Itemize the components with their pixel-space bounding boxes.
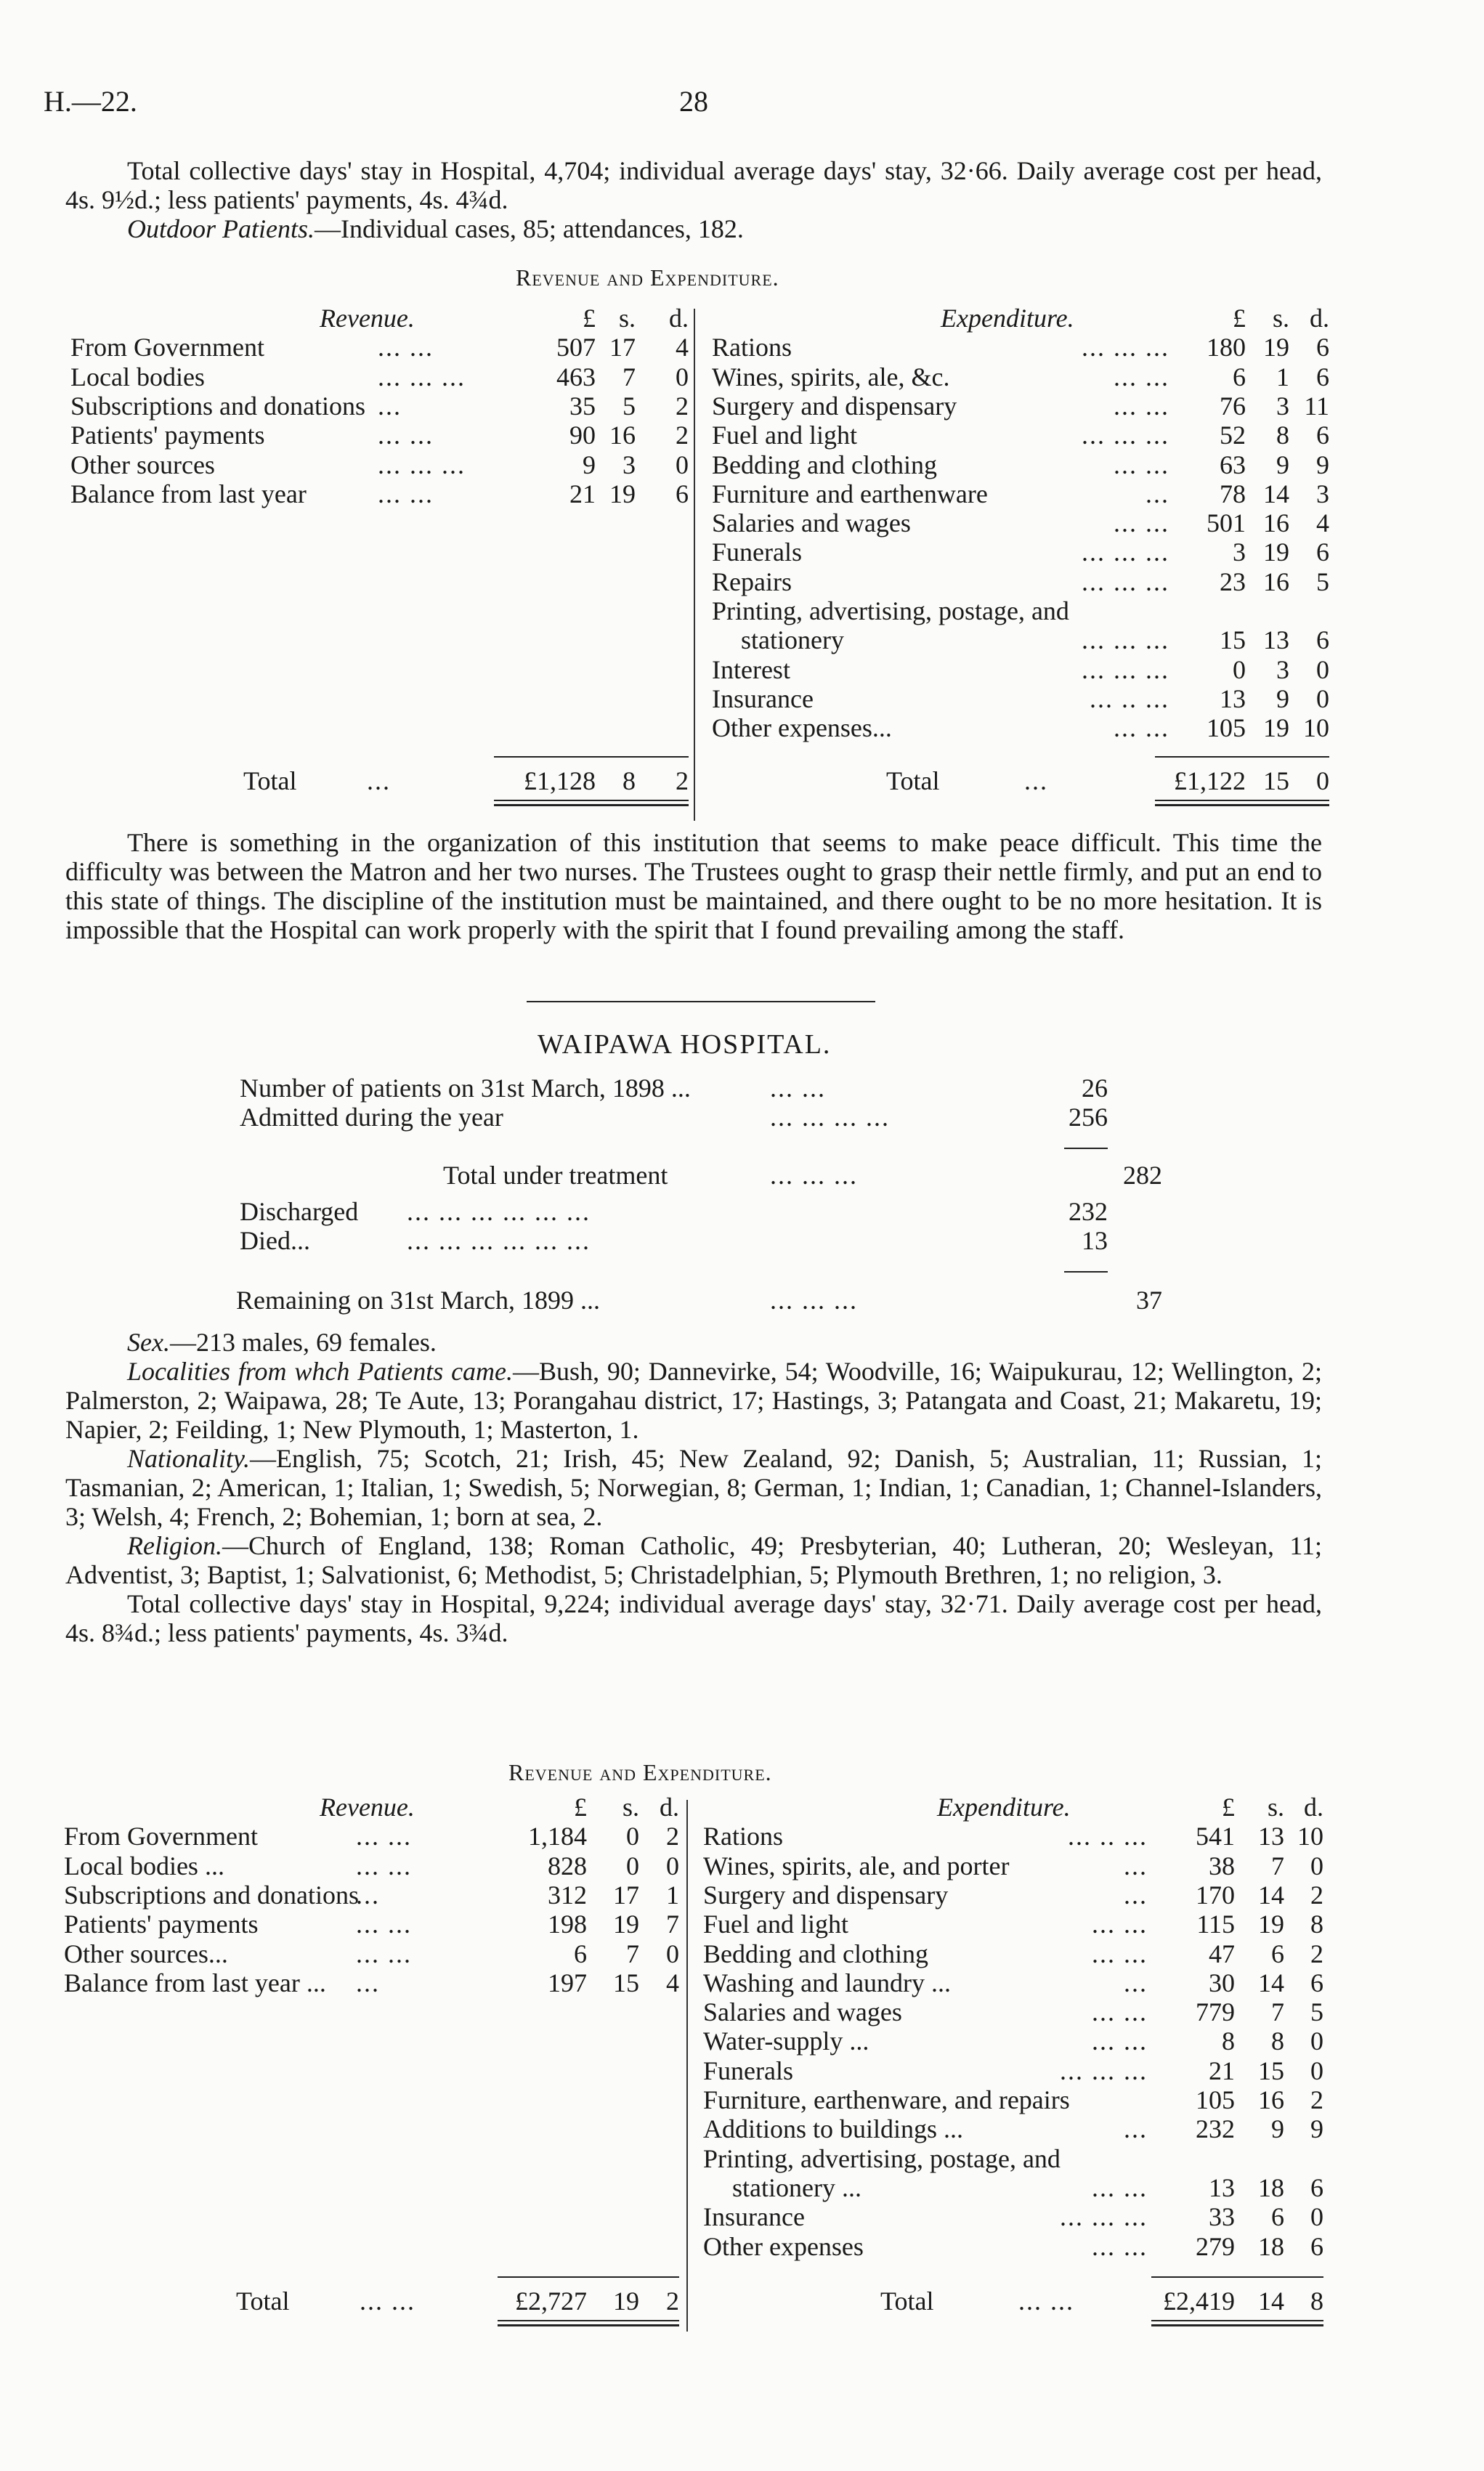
revenue-col-col_s: s. — [622, 1793, 639, 1822]
expenditure-row-dots: ... ... ... — [1082, 421, 1169, 450]
commentary-paragraph — [65, 828, 1322, 944]
expenditure-row-pounds: 105 — [1207, 713, 1246, 743]
revenue-row-label: Subscriptions and donations — [64, 1880, 359, 1910]
expenditure-col-col_d: d. — [1310, 304, 1329, 333]
expenditure-row-label: Other expenses — [703, 2231, 864, 2261]
expenditure-row-label: Insurance — [703, 2202, 805, 2232]
revenue-row-dots: ... ... — [356, 1910, 412, 1939]
section-rule — [527, 1001, 875, 1002]
expenditure-row-pence: 6 — [1316, 421, 1329, 450]
expenditure-row-dots: ... ... ... — [1082, 625, 1169, 655]
revenue-row-pounds: 1,184 — [528, 1822, 587, 1851]
revenue-total-pence: 2 — [666, 2287, 679, 2316]
revenue-row-dots: ... ... ... — [378, 362, 466, 391]
expenditure-row-dots: ... ... — [1114, 391, 1169, 421]
revenue-row-shillings: 16 — [609, 421, 636, 450]
revenue-row-pence: 6 — [676, 479, 689, 508]
expenditure-row-pence: 8 — [1310, 1910, 1323, 1939]
stat-dots: ... ... ... ... ... ... — [407, 1226, 591, 1255]
expenditure-row-shillings: 7 — [1271, 1851, 1284, 1880]
expenditure-row-dots: ... ... — [1092, 1910, 1148, 1939]
expenditure-row-pounds: 501 — [1207, 508, 1246, 538]
revenue-col-col_l: £ — [574, 1793, 587, 1822]
expenditure-row-pence: 6 — [1316, 625, 1329, 655]
revenue-row-shillings: 3 — [623, 450, 636, 479]
expenditure-row-pounds: 232 — [1196, 2114, 1235, 2144]
revenue-total-rule — [494, 756, 689, 758]
outdoor-label: Outdoor Patients. — [127, 214, 315, 243]
expenditure-row-pence: 6 — [1316, 333, 1329, 362]
expenditure-row-shillings: 13 — [1263, 625, 1289, 655]
stat-dots: ... ... — [770, 1074, 826, 1103]
expenditure-total-pence: 0 — [1316, 766, 1329, 795]
revenue-total-label: Total — [243, 766, 297, 795]
expenditure-row-dots: ... ... ... — [1082, 567, 1169, 596]
expenditure-row-shillings: 9 — [1271, 2114, 1284, 2144]
expenditure-row-pounds: 15 — [1220, 625, 1246, 655]
expenditure-row-dots: ... ... — [1092, 2026, 1148, 2056]
revenue-row-pounds: 312 — [548, 1880, 587, 1910]
nationality-line — [65, 1444, 1322, 1531]
expenditure-row-pence: 10 — [1297, 1822, 1323, 1851]
revenue-row-label: Local bodies ... — [64, 1851, 224, 1880]
expenditure-col-col_l: £ — [1233, 304, 1246, 333]
revenue-col-col_l: £ — [583, 304, 596, 333]
expenditure-row-dots: ... ... ... — [1082, 654, 1169, 684]
outdoor-patients — [65, 214, 1322, 243]
expenditure-row-dots: ... ... — [1092, 1939, 1148, 1968]
expenditure-total-label: Total — [880, 2287, 934, 2316]
expenditure-row-label: Additions to buildings ... — [703, 2114, 964, 2144]
sex-line — [65, 1328, 1322, 1357]
expenditure-col-col_s: s. — [1272, 304, 1289, 333]
expenditure-row-pounds: 779 — [1196, 1997, 1235, 2027]
revenue-row-dots: ... — [378, 391, 402, 421]
expenditure-row-pence: 2 — [1310, 2085, 1323, 2114]
revenue-row-label: From Government — [64, 1822, 258, 1851]
expenditure-heading: Expenditure. — [941, 304, 1074, 333]
expenditure-row-label: Insurance — [712, 683, 814, 713]
revenue-row-pounds: 828 — [548, 1851, 587, 1880]
expenditure-row-pence: 2 — [1310, 1939, 1323, 1968]
revenue-row-pounds: 507 — [556, 333, 596, 362]
revenue-row-pence: 2 — [676, 391, 689, 421]
revenue-row-shillings: 17 — [613, 1880, 639, 1910]
expenditure-row-pence: 6 — [1310, 2231, 1323, 2261]
stat-label: Admitted during the year — [240, 1103, 503, 1132]
expenditure-row-pence: 6 — [1310, 2172, 1323, 2202]
expenditure-row-pounds: 38 — [1209, 1851, 1235, 1880]
expenditure-row-pence: 3 — [1316, 479, 1329, 508]
expenditure-row-dots: ... ... — [1092, 2172, 1148, 2202]
expenditure-row-dots: ... ... — [1114, 713, 1169, 743]
expenditure-row-pence: 6 — [1316, 362, 1329, 391]
revenue-row-shillings: 15 — [613, 1968, 639, 1997]
revenue-col-col_d: d. — [669, 304, 689, 333]
revenue-row-pence: 2 — [666, 1822, 679, 1851]
revenue-total-underline — [494, 800, 689, 801]
revenue-total-shillings: 8 — [623, 766, 636, 795]
expenditure-row-label: Surgery and dispensary — [712, 391, 957, 421]
revenue-row-dots: ... ... — [378, 421, 434, 450]
revenue-row-label: Local bodies — [70, 362, 205, 391]
revenue-total-dots: ... ... — [360, 2287, 415, 2316]
revenue-row-pounds: 90 — [569, 421, 596, 450]
expenditure-row-label: Funerals — [703, 2056, 793, 2085]
revenue-row-pounds: 9 — [583, 450, 596, 479]
expenditure-row-shillings: 16 — [1263, 567, 1289, 596]
expenditure-row-pence: 0 — [1316, 683, 1329, 713]
revenue-total-pounds: £2,727 — [515, 2287, 587, 2316]
days-stay-line: Total collective days' stay in Hospital, 9,224; individual average days' stay, 32·71. Daily average cost per head, 4s. 8¾d.; less patients' payments, 4s. 3¾d. — [65, 1589, 1322, 1647]
expenditure-row-pence: 5 — [1310, 1997, 1323, 2027]
total-under-treatment-value: 282 — [1123, 1161, 1162, 1190]
religion-line — [65, 1531, 1322, 1589]
expenditure-row-dots: ... .. ... — [1090, 683, 1169, 713]
table2-title: Revenue and Expenditure. — [508, 1759, 772, 1785]
expenditure-row-shillings: 19 — [1258, 1910, 1284, 1939]
revenue-row-dots: ... — [356, 1880, 380, 1910]
expenditure-total-underline-2 — [1155, 804, 1329, 806]
expenditure-row-pounds: 13 — [1220, 683, 1246, 713]
expenditure-row-pence: 0 — [1316, 654, 1329, 684]
revenue-row-pence: 0 — [666, 1939, 679, 1968]
sex-text: —213 males, 69 females. — [169, 1328, 437, 1357]
expenditure-row-pence: 9 — [1310, 2114, 1323, 2144]
expenditure-row-pence: 10 — [1303, 713, 1329, 743]
expenditure-row-label: stationery ... — [732, 2172, 861, 2202]
expenditure-row-pounds: 8 — [1222, 2026, 1235, 2056]
expenditure-row-label: Salaries and wages — [703, 1997, 902, 2027]
revenue-total-dots: ... — [367, 766, 391, 795]
expenditure-row-dots: ... ... — [1092, 2231, 1148, 2261]
expenditure-total-underline — [1151, 2320, 1323, 2321]
stat-value: 232 — [1069, 1197, 1108, 1226]
revenue-row-shillings: 5 — [623, 391, 636, 421]
expenditure-row-shillings: 18 — [1258, 2172, 1284, 2202]
stat-label: Discharged — [240, 1197, 359, 1226]
remaining-label: Remaining on 31st March, 1899 ... — [236, 1286, 600, 1315]
revenue-total-underline — [498, 2320, 679, 2321]
revenue-row-dots: ... — [356, 1968, 380, 1997]
expenditure-row-label: Surgery and dispensary — [703, 1880, 949, 1910]
revenue-row-pence: 7 — [666, 1910, 679, 1939]
expenditure-row-dots: ... — [1124, 1880, 1148, 1910]
expenditure-row-dots: ... ... — [1092, 1997, 1148, 2027]
expenditure-row-shillings: 14 — [1258, 1968, 1284, 1997]
expenditure-row-label: Rations — [703, 1822, 784, 1851]
waipawa-details — [65, 1328, 1322, 1647]
revenue-row-label: Balance from last year — [70, 479, 307, 508]
expenditure-row-label: Rations — [712, 333, 792, 362]
revenue-row-shillings: 19 — [609, 479, 636, 508]
expenditure-row-label: Funerals — [712, 537, 802, 567]
revenue-row-pounds: 198 — [548, 1910, 587, 1939]
expenditure-row-shillings: 3 — [1276, 654, 1289, 684]
revenue-row-shillings: 7 — [623, 362, 636, 391]
stat-label: Died... — [240, 1226, 310, 1255]
expenditure-row-pounds: 6 — [1233, 362, 1246, 391]
expenditure-row-label: Wines, spirits, ale, &c. — [712, 362, 950, 391]
revenue-total-underline-2 — [494, 804, 689, 806]
report-reference: H.—22. — [44, 85, 137, 118]
expenditure-row-label: Bedding and clothing — [712, 450, 937, 479]
expenditure-row-pounds: 47 — [1209, 1939, 1235, 1968]
expenditure-row-pence: 2 — [1310, 1880, 1323, 1910]
stat-dots: ... ... ... ... ... ... — [407, 1197, 591, 1226]
revenue-total-underline-2 — [498, 2324, 679, 2326]
expenditure-row-dots: ... ... ... — [1060, 2202, 1148, 2232]
revenue-row-shillings: 0 — [626, 1851, 639, 1880]
expenditure-row-label: Printing, advertising, postage, and — [703, 2143, 1061, 2173]
revenue-row-pence: 4 — [666, 1968, 679, 1997]
expenditure-row-dots: ... .. ... — [1068, 1822, 1148, 1851]
expenditure-col-col_d: d. — [1304, 1793, 1323, 1822]
commentary-text: There is something in the organization of this institution that seems to make peace difficult. This time the difficulty was between the Matron and her two nurses. The Trustees ought to grasp their nettle firmly, and put an end to this state of things. The discipline of the institution must be maintained, and there ought to be no more hesitation. It is impossible that the Hospital can work properly with the spirit that I found prevailing among the staff. — [65, 828, 1322, 944]
expenditure-row-label: Salaries and wages — [712, 508, 911, 538]
total-under-treatment-label: Total under treatment — [443, 1161, 668, 1190]
remaining-rule — [1064, 1271, 1108, 1273]
expenditure-row-label: stationery — [741, 625, 844, 655]
expenditure-row-shillings: 19 — [1263, 333, 1289, 362]
expenditure-row-shillings: 14 — [1263, 479, 1289, 508]
revenue-col-col_d: d. — [660, 1793, 679, 1822]
stat-value: 256 — [1069, 1103, 1108, 1132]
expenditure-row-label: Furniture and earthenware — [712, 479, 988, 508]
total-under-treatment-dots: ... ... ... — [770, 1161, 858, 1190]
expenditure-total-dots: ... — [1024, 766, 1048, 795]
expenditure-row-shillings: 18 — [1258, 2231, 1284, 2261]
revenue-row-dots: ... ... — [356, 1939, 412, 1968]
expenditure-row-pounds: 21 — [1209, 2056, 1235, 2085]
expenditure-total-pounds: £1,122 — [1174, 766, 1246, 795]
expenditure-row-label: Wines, spirits, ale, and porter — [703, 1851, 1010, 1880]
localities-line — [65, 1357, 1322, 1444]
expenditure-row-dots: ... ... — [1114, 450, 1169, 479]
expenditure-col-col_s: s. — [1267, 1793, 1284, 1822]
expenditure-row-pounds: 541 — [1196, 1822, 1235, 1851]
revenue-row-label: Patients' payments — [64, 1910, 259, 1939]
religion-label: Religion. — [127, 1531, 222, 1560]
expenditure-row-dots: ... — [1124, 1851, 1148, 1880]
nationality-label: Nationality. — [127, 1444, 251, 1473]
expenditure-row-dots: ... — [1124, 1968, 1148, 1997]
stat-dots: ... ... ... ... — [770, 1103, 890, 1132]
expenditure-row-dots: ... — [1146, 479, 1169, 508]
expenditure-row-shillings: 19 — [1263, 713, 1289, 743]
stat-label: Number of patients on 31st March, 1898 ... — [240, 1074, 691, 1103]
revenue-row-shillings: 17 — [609, 333, 636, 362]
table1-title: Revenue and Expenditure. — [516, 264, 779, 291]
revenue-row-dots: ... ... — [378, 479, 434, 508]
revenue-row-pounds: 35 — [569, 391, 596, 421]
revenue-row-dots: ... ... ... — [378, 450, 466, 479]
revenue-total-pounds: £1,128 — [524, 766, 596, 795]
expenditure-row-dots: ... ... — [1114, 508, 1169, 538]
expenditure-row-pounds: 170 — [1196, 1880, 1235, 1910]
revenue-row-pounds: 6 — [574, 1939, 587, 1968]
expenditure-total-shillings: 15 — [1263, 766, 1289, 795]
revenue-row-pence: 0 — [676, 450, 689, 479]
expenditure-row-pence: 0 — [1310, 2202, 1323, 2232]
expenditure-row-pounds: 115 — [1196, 1910, 1235, 1939]
expenditure-row-shillings: 15 — [1258, 2056, 1284, 2085]
revenue-col-col_s: s. — [618, 304, 636, 333]
expenditure-row-pounds: 78 — [1220, 479, 1246, 508]
expenditure-row-pounds: 3 — [1233, 537, 1246, 567]
expenditure-row-shillings: 13 — [1258, 1822, 1284, 1851]
expenditure-total-rule — [1155, 756, 1329, 758]
expenditure-row-shillings: 3 — [1276, 391, 1289, 421]
revenue-row-dots: ... ... — [378, 333, 434, 362]
expenditure-row-dots: ... — [1124, 2114, 1148, 2144]
expenditure-row-shillings: 7 — [1271, 1997, 1284, 2027]
revenue-total-shillings: 19 — [613, 2287, 639, 2316]
expenditure-row-label: Furniture, earthenware, and repairs — [703, 2085, 1070, 2114]
expenditure-row-shillings: 1 — [1276, 362, 1289, 391]
revenue-row-dots: ... ... — [356, 1851, 412, 1880]
expenditure-row-shillings: 6 — [1271, 1939, 1284, 1968]
expenditure-row-dots: ... ... ... — [1082, 333, 1169, 362]
revenue-row-pence: 2 — [676, 421, 689, 450]
expenditure-row-pence: 5 — [1316, 567, 1329, 596]
revenue-row-label: Patients' payments — [70, 421, 265, 450]
expenditure-row-shillings: 9 — [1276, 450, 1289, 479]
outdoor-text: —Individual cases, 85; attendances, 182. — [315, 214, 744, 243]
revenue-total-rule — [498, 2276, 679, 2278]
subtotal-rule — [1064, 1148, 1108, 1149]
religion-text: —Church of England, 138; Roman Catholic, 49; Presbyterian, 40; Lutheran, 20; Wesleyan, 11; Adventist, 3; Baptist, 1; Salvationist, 6; Methodist, 5; Christadelphian, 5; Plymouth Brethren, 1; no religion, 3. — [65, 1531, 1322, 1589]
expenditure-row-pounds: 180 — [1207, 333, 1246, 362]
expenditure-row-label: Bedding and clothing — [703, 1939, 928, 1968]
expenditure-row-pounds: 33 — [1209, 2202, 1235, 2232]
expenditure-total-label: Total — [886, 766, 940, 795]
expenditure-row-shillings: 16 — [1263, 508, 1289, 538]
expenditure-row-shillings: 19 — [1263, 537, 1289, 567]
expenditure-row-pounds: 105 — [1196, 2085, 1235, 2114]
revenue-row-pence: 1 — [666, 1880, 679, 1910]
revenue-heading: Revenue. — [320, 304, 415, 333]
expenditure-row-shillings: 6 — [1271, 2202, 1284, 2232]
expenditure-row-label: Interest — [712, 654, 790, 684]
revenue-total-label: Total — [236, 2287, 290, 2316]
expenditure-row-pence: 9 — [1316, 450, 1329, 479]
sex-label: Sex. — [127, 1328, 170, 1357]
revenue-row-dots: ... ... — [356, 1822, 412, 1851]
expenditure-row-pounds: 0 — [1233, 654, 1246, 684]
page-number: 28 — [679, 85, 708, 118]
revenue-row-pounds: 21 — [569, 479, 596, 508]
revenue-row-pence: 0 — [666, 1851, 679, 1880]
expenditure-row-shillings: 9 — [1276, 683, 1289, 713]
expenditure-col-col_l: £ — [1222, 1793, 1235, 1822]
expenditure-row-pence: 6 — [1310, 1968, 1323, 1997]
expenditure-row-shillings: 16 — [1258, 2085, 1284, 2114]
expenditure-row-pounds: 23 — [1220, 567, 1246, 596]
remaining-dots: ... ... ... — [770, 1286, 858, 1315]
revenue-row-label: Other sources... — [64, 1939, 228, 1968]
expenditure-row-label: Printing, advertising, postage, and — [712, 596, 1069, 625]
expenditure-row-label: Fuel and light — [703, 1910, 848, 1939]
expenditure-row-pounds: 279 — [1196, 2231, 1235, 2261]
expenditure-total-underline-2 — [1151, 2324, 1323, 2326]
revenue-total-pence: 2 — [676, 766, 689, 795]
revenue-row-pounds: 197 — [548, 1968, 587, 1997]
expenditure-total-pounds: £2,419 — [1163, 2287, 1235, 2316]
expenditure-row-pence: 6 — [1316, 537, 1329, 567]
expenditure-row-pounds: 63 — [1220, 450, 1246, 479]
revenue-row-label: Other sources — [70, 450, 215, 479]
revenue-row-label: Subscriptions and donations — [70, 391, 365, 421]
expenditure-row-shillings: 8 — [1271, 2026, 1284, 2056]
revenue-row-label: From Government — [70, 333, 264, 362]
localities-label: Localities from whch Patients came. — [127, 1357, 514, 1386]
intro-days-stay: Total collective days' stay in Hospital, 4,704; individual average days' stay, 32·66. Daily average cost per head, 4s. 9½d.; less patients' payments, 4s. 4¾d. — [65, 156, 1322, 214]
stat-value: 26 — [1082, 1074, 1108, 1103]
localities-text: —Bush, 90; Dannevirke, 54; Woodville, 16; Waipukurau, 12; Wellington, 2; Palmerston, 2; Waipawa, 28; Te Aute, 13; Porangahau district, 17; Hastings, 3; Patangata and Coast, 21; Makaretu, 19; Napier, 2; Feilding, 1; New Plymouth, 1; Masterton, 1. — [65, 1357, 1322, 1444]
expenditure-row-pounds: 52 — [1220, 421, 1246, 450]
expenditure-heading: Expenditure. — [937, 1793, 1071, 1822]
expenditure-row-dots: ... ... — [1114, 362, 1169, 391]
nationality-text: —English, 75; Scotch, 21; Irish, 45; New Zealand, 92; Danish, 5; Australian, 11; Russian, 1; Tasmanian, 2; American, 1; Italian, 1; Swedish, 5; Norwegian, 8; German, 1; Indian, 1; Canadian, 1; Channel-Islanders, 3; Welsh, 4; French, 2; Bohemian, 1; born at sea, 2. — [65, 1444, 1322, 1531]
revenue-row-pounds: 463 — [556, 362, 596, 391]
expenditure-row-label: Washing and laundry ... — [703, 1968, 952, 1997]
revenue-heading: Revenue. — [320, 1793, 415, 1822]
expenditure-row-label: Water-supply ... — [703, 2026, 869, 2056]
expenditure-total-dots: ... ... — [1018, 2287, 1074, 2316]
revenue-row-shillings: 0 — [626, 1822, 639, 1851]
expenditure-row-pounds: 76 — [1220, 391, 1246, 421]
expenditure-row-dots: ... ... ... — [1082, 537, 1169, 567]
expenditure-row-shillings: 8 — [1276, 421, 1289, 450]
revenue-row-pence: 4 — [676, 333, 689, 362]
table2-divider — [686, 1800, 688, 2332]
revenue-row-shillings: 19 — [613, 1910, 639, 1939]
revenue-row-pence: 0 — [676, 362, 689, 391]
expenditure-row-pence: 0 — [1310, 1851, 1323, 1880]
expenditure-row-label: Other expenses... — [712, 713, 892, 743]
expenditure-total-pence: 8 — [1310, 2287, 1323, 2316]
remaining-value: 37 — [1136, 1286, 1162, 1315]
stat-value: 13 — [1082, 1226, 1108, 1255]
revenue-row-label: Balance from last year ... — [64, 1968, 326, 1997]
expenditure-row-pounds: 13 — [1209, 2172, 1235, 2202]
expenditure-row-shillings: 14 — [1258, 1880, 1284, 1910]
expenditure-row-label: Repairs — [712, 567, 792, 596]
expenditure-total-shillings: 14 — [1258, 2287, 1284, 2316]
expenditure-row-pence: 4 — [1316, 508, 1329, 538]
expenditure-row-label: Fuel and light — [712, 421, 857, 450]
expenditure-row-pounds: 30 — [1209, 1968, 1235, 1997]
expenditure-total-rule — [1151, 2276, 1323, 2278]
waipawa-title: WAIPAWA HOSPITAL. — [538, 1029, 832, 1060]
table1-divider — [694, 309, 695, 821]
expenditure-total-underline — [1155, 800, 1329, 801]
expenditure-row-pence: 11 — [1304, 391, 1329, 421]
expenditure-row-pence: 0 — [1310, 2026, 1323, 2056]
intro-paragraph — [65, 156, 1322, 243]
expenditure-row-pence: 0 — [1310, 2056, 1323, 2085]
revenue-row-shillings: 7 — [626, 1939, 639, 1968]
expenditure-row-dots: ... ... ... — [1060, 2056, 1148, 2085]
